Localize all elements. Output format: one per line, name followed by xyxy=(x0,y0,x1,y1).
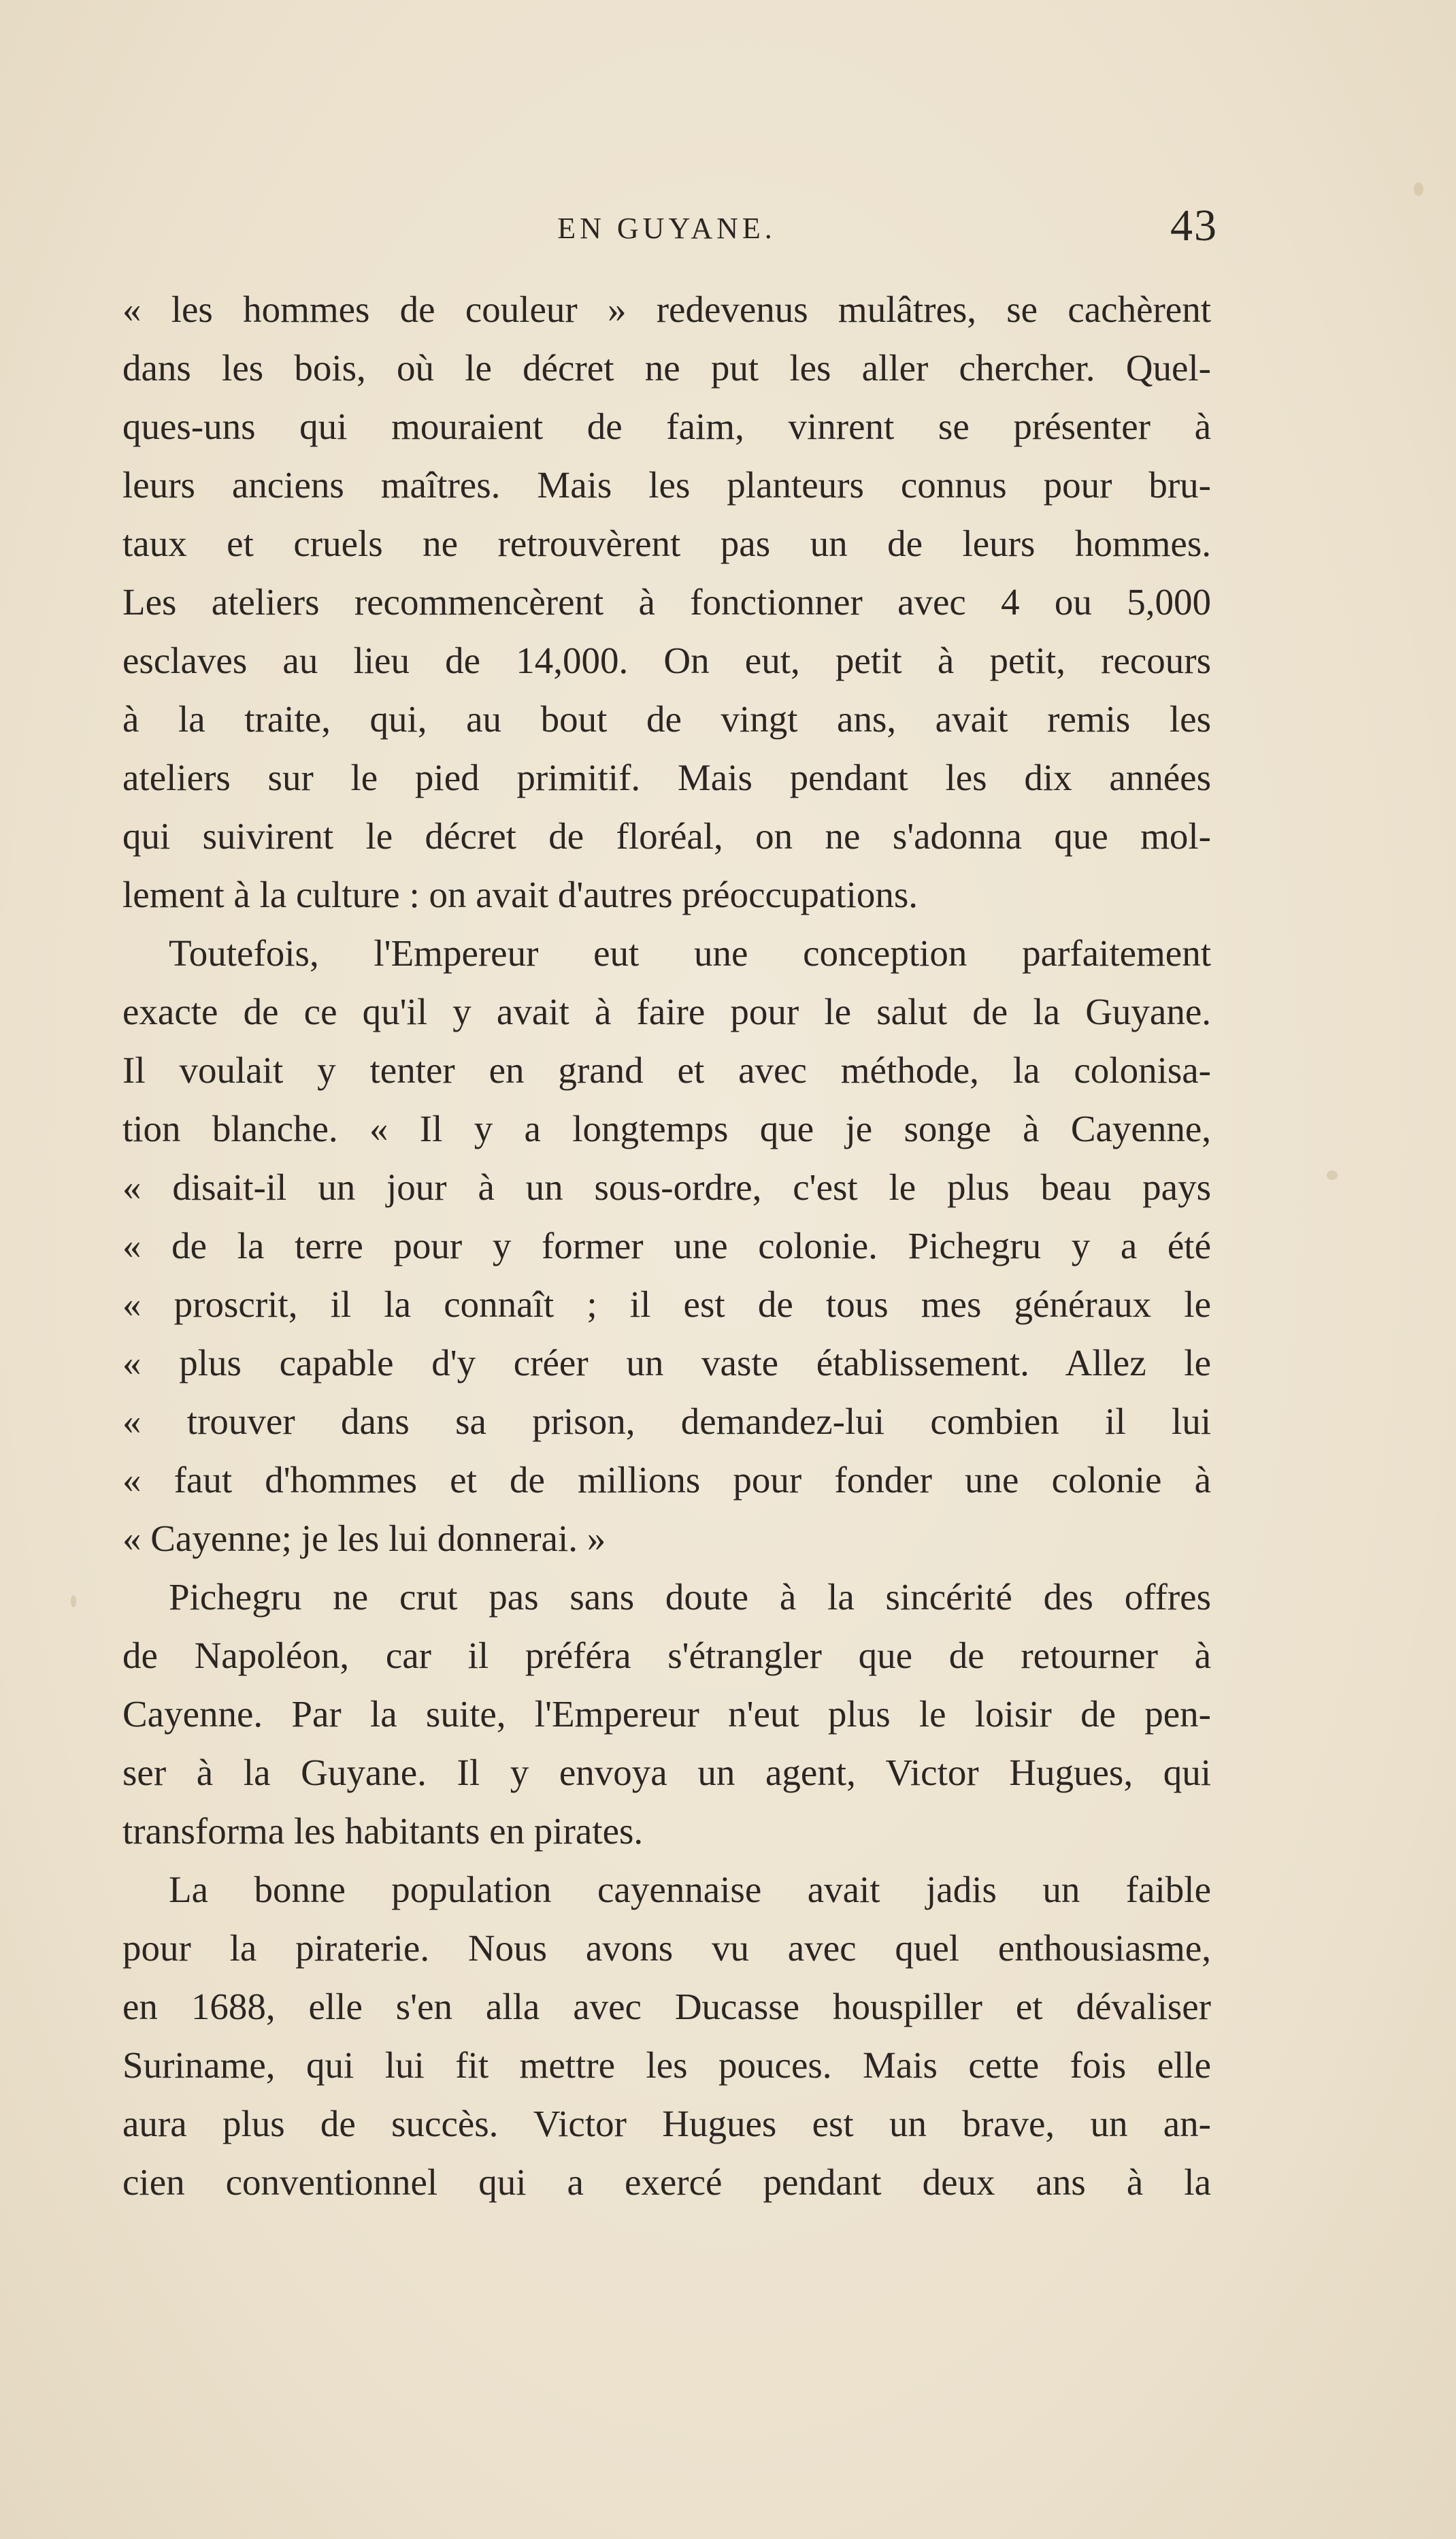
text-line: Cayenne. Par la suite, l'Empereur n'eut plus le loisir de pen- xyxy=(122,1693,1211,1735)
text-line: « faut d'hommes et de millions pour fonder une colonie à xyxy=(122,1459,1211,1501)
text-line: Pichegru ne crut pas sans doute à la sincérité des offres xyxy=(169,1576,1211,1618)
text-line: ser à la Guyane. Il y envoya un agent, Victor Hugues, qui xyxy=(122,1752,1211,1793)
running-title: EN GUYANE. xyxy=(557,212,776,245)
paper-stain xyxy=(1414,182,1423,196)
text-line: ateliers sur le pied primitif. Mais pendant les dix années xyxy=(122,757,1211,798)
text-line: Les ateliers recommencèrent à fonctionner avec 4 ou 5,000 xyxy=(122,581,1211,623)
text-line: leurs anciens maîtres. Mais les planteurs connus pour bru- xyxy=(122,464,1211,506)
text-line: de Napoléon, car il préféra s'étrangler que de retourner à xyxy=(122,1635,1211,1676)
text-line: La bonne population cayennaise avait jadis un faible xyxy=(169,1869,1211,1910)
text-line: exacte de ce qu'il y avait à faire pour le salut de la Guyane. xyxy=(122,991,1211,1032)
text-line: ques-uns qui mouraient de faim, vinrent se présenter à xyxy=(122,406,1211,447)
text-line: transforma les habitants en pirates. xyxy=(122,1810,644,1852)
text-line: « les hommes de couleur » redevenus mulâtres, se cachèrent xyxy=(122,289,1211,330)
text-line: « proscrit, il la connaît ; il est de tous mes généraux le xyxy=(122,1283,1211,1325)
text-line: cien conventionnel qui a exercé pendant deux ans à la xyxy=(122,2161,1211,2203)
text-line: lement à la culture : on avait d'autres préoccupations. xyxy=(122,874,919,915)
text-line: pour la piraterie. Nous avons vu avec quel enthousiasme, xyxy=(122,1927,1211,1969)
text-line: en 1688, elle s'en alla avec Ducasse houspiller et dévaliser xyxy=(122,1986,1211,2027)
text-line: Toutefois, l'Empereur eut une conception parfaitement xyxy=(169,932,1211,974)
text-line: aura plus de succès. Victor Hugues est un brave, un an- xyxy=(122,2103,1211,2144)
text-line: taux et cruels ne retrouvèrent pas un de leurs hommes. xyxy=(122,523,1211,564)
page-number: 43 xyxy=(1170,201,1218,250)
paper-stain xyxy=(1327,1170,1338,1180)
paper-stain xyxy=(71,1595,76,1607)
text-line: tion blanche. « Il y a longtemps que je songe à Cayenne, xyxy=(122,1108,1211,1149)
text-line: Suriname, qui lui fit mettre les pouces. Mais cette fois elle xyxy=(122,2044,1211,2086)
text-line: « Cayenne; je les lui donnerai. » xyxy=(122,1518,606,1559)
text-line: « trouver dans sa prison, demandez-lui combien il lui xyxy=(122,1400,1211,1442)
text-line: à la traite, qui, au bout de vingt ans, avait remis les xyxy=(122,698,1211,740)
text-line: esclaves au lieu de 14,000. On eut, petit à petit, recours xyxy=(122,640,1211,681)
body-text xyxy=(122,280,1211,2212)
text-line: « disait-il un jour à un sous-ordre, c'est le plus beau pays xyxy=(122,1166,1211,1208)
text-line: « plus capable d'y créer un vaste établissement. Allez le xyxy=(122,1342,1211,1383)
running-head xyxy=(122,201,1218,259)
text-line: qui suivirent le décret de floréal, on ne s'adonna que mol- xyxy=(122,815,1211,857)
text-line: Il voulait y tenter en grand et avec méthode, la colonisa- xyxy=(122,1049,1211,1091)
text-line: « de la terre pour y former une colonie. Pichegru y a été xyxy=(122,1225,1211,1266)
text-line: dans les bois, où le décret ne put les aller chercher. Quel- xyxy=(122,347,1211,389)
